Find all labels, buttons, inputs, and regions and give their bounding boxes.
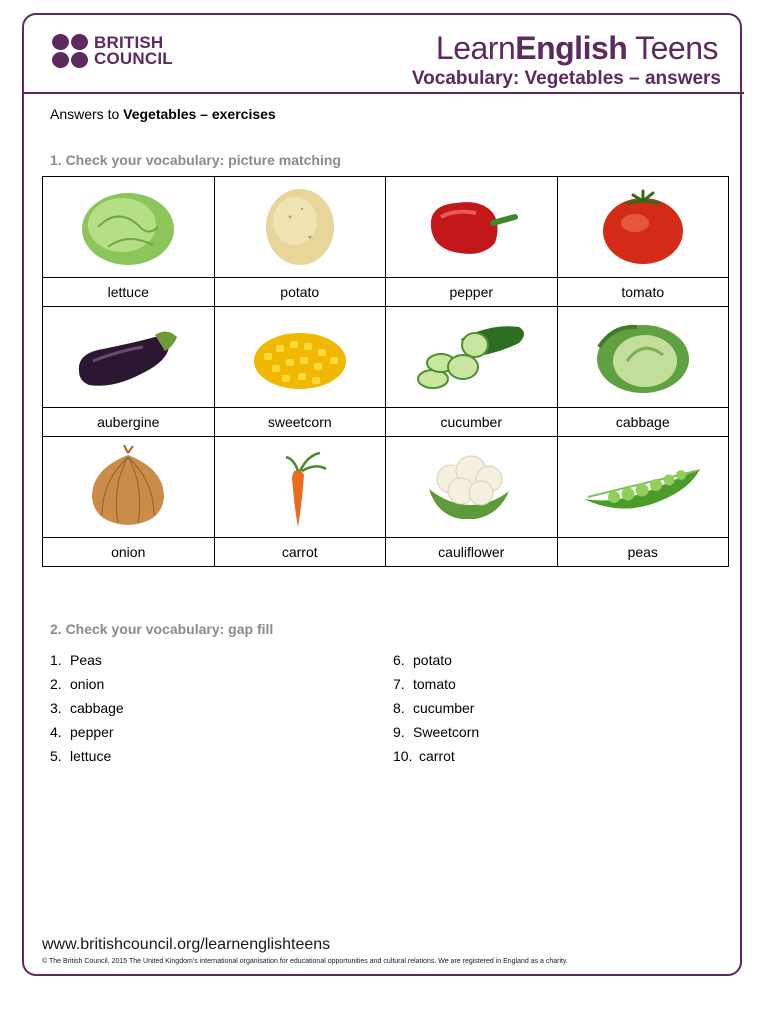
- item-answer: lettuce: [70, 748, 112, 764]
- item-answer: onion: [70, 676, 105, 692]
- item-answer: cucumber: [413, 700, 475, 716]
- list-item: [393, 744, 479, 768]
- sweetcorn-image: [214, 307, 386, 408]
- label-cell: potato: [214, 278, 386, 307]
- british-council-logo: [52, 34, 173, 68]
- item-number: 9.: [393, 724, 405, 740]
- item-answer: tomato: [413, 676, 456, 692]
- page-title: Vocabulary: Vegetables – answers: [411, 68, 721, 89]
- label-cell: peas: [557, 538, 729, 567]
- tomato-icon: [593, 187, 693, 267]
- item-answer: Sweetcorn: [413, 724, 480, 740]
- item-answer: cabbage: [70, 700, 124, 716]
- picture-matching-table: [42, 176, 729, 567]
- intro-bold: Vegetables – exercises: [123, 106, 276, 122]
- item-answer: Peas: [70, 652, 102, 668]
- label-cell: cauliflower: [386, 538, 558, 567]
- lettuce-image: [43, 177, 215, 278]
- item-number: 2.: [50, 676, 62, 692]
- section1-title: 1. Check your vocabulary: picture matching: [50, 152, 341, 168]
- list-item: [393, 648, 479, 672]
- cabbage-icon: [593, 317, 693, 397]
- item-number: 6.: [393, 652, 405, 668]
- list-item: [50, 720, 124, 744]
- footer-copyright: © The British Council, 2015 The United Kingdom’s international organisation for educational opportunities and cultural relations. We are registered in England as a charity.: [42, 958, 568, 965]
- sweetcorn-icon: [250, 317, 350, 397]
- peas-image: [557, 437, 729, 538]
- brand-english: English: [515, 30, 628, 66]
- onion-image: [43, 437, 215, 538]
- item-number: 4.: [50, 724, 62, 740]
- item-number: 1.: [50, 652, 62, 668]
- item-number: 7.: [393, 676, 405, 692]
- carrot-icon: [250, 445, 350, 529]
- pepper-icon: [421, 187, 521, 267]
- label-cell: sweetcorn: [214, 408, 386, 437]
- item-answer: carrot: [419, 748, 455, 764]
- item-answer: potato: [413, 652, 452, 668]
- label-cell: carrot: [214, 538, 386, 567]
- list-item: [50, 672, 124, 696]
- tomato-image: [557, 177, 729, 278]
- label-cell: tomato: [557, 278, 729, 307]
- potato-icon: [250, 187, 350, 267]
- list-item: [393, 672, 479, 696]
- label-cell: pepper: [386, 278, 558, 307]
- peas-icon: [578, 447, 708, 527]
- cabbage-image: [557, 307, 729, 408]
- intro-text: [50, 106, 276, 122]
- label-cell: cabbage: [557, 408, 729, 437]
- cauliflower-image: [386, 437, 558, 538]
- list-item: [393, 696, 479, 720]
- carrot-image: [214, 437, 386, 538]
- gap-fill-list-left: [50, 648, 124, 768]
- pepper-image: [386, 177, 558, 278]
- item-number: 10.: [393, 748, 413, 764]
- lettuce-icon: [78, 187, 178, 267]
- item-answer: pepper: [70, 724, 114, 740]
- brand-learn: Learn: [435, 30, 516, 66]
- gap-fill-list-right: [393, 648, 479, 768]
- cucumber-image: [386, 307, 558, 408]
- cucumber-icon: [411, 317, 531, 397]
- label-cell: onion: [43, 538, 215, 567]
- item-number: 5.: [50, 748, 62, 764]
- logo-line1: BRITISH: [94, 33, 164, 52]
- header-divider: [22, 92, 744, 94]
- item-number: 8.: [393, 700, 405, 716]
- aubergine-icon: [73, 317, 183, 397]
- aubergine-image: [43, 307, 215, 408]
- brand-teens: Teens: [635, 30, 718, 66]
- label-cell: lettuce: [43, 278, 215, 307]
- list-item: [50, 648, 124, 672]
- cauliflower-icon: [421, 445, 521, 529]
- list-item: [50, 696, 124, 720]
- label-cell: aubergine: [43, 408, 215, 437]
- footer-url-link[interactable]: www.britishcouncil.org/learnenglishteens: [42, 936, 331, 953]
- section2-title: 2. Check your vocabulary: gap fill: [50, 621, 274, 637]
- item-number: 3.: [50, 700, 62, 716]
- logo-line2: COUNCIL: [94, 49, 173, 68]
- logo-dots-icon: [52, 34, 88, 68]
- list-item: [50, 744, 124, 768]
- list-item: [393, 720, 479, 744]
- onion-icon: [78, 445, 178, 529]
- intro-prefix: Answers to: [50, 106, 120, 122]
- learnenglish-teens-brand: [436, 30, 718, 67]
- label-cell: cucumber: [386, 408, 558, 437]
- potato-image: [214, 177, 386, 278]
